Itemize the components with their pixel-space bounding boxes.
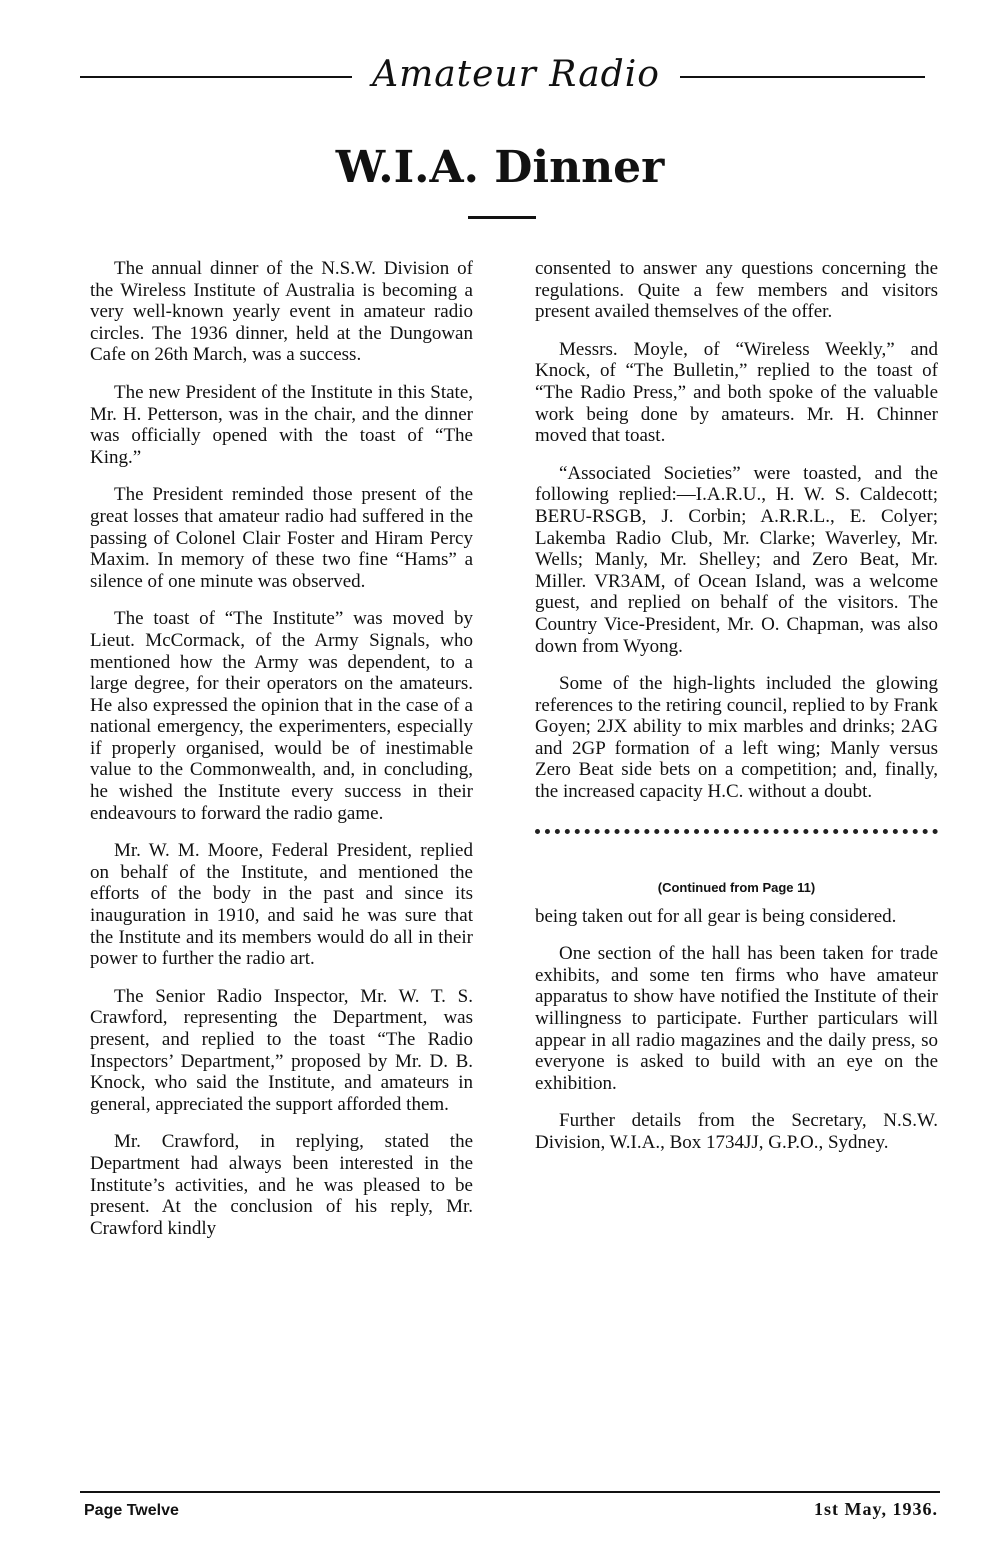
article-title: W.I.A. Dinner xyxy=(335,142,665,193)
masthead-rule-right xyxy=(680,76,925,78)
masthead-rule-left xyxy=(80,76,352,78)
paragraph: Some of the high-lights included the glowing references to the retiring council, replied to by Frank Goyen; 2JX ability to mix marbles and drinks; 2AG and 2GP formation of a left wing; Manly versus Zero Beat side bets on a competition; and, finally, the increased capacity H.C. without a doubt. xyxy=(535,673,938,803)
paragraph: “Associated Societies” were toasted, and the following replied:—I.A.R.U., H. W. S. Caldecott; BERU-RSGB, J. Corbin; A.R.R.L., E. Colyer; Lakemba Radio Club, Mr. Clarke; Waverley, Mr. Wells; Manly, Mr. Shelley; and Zero Beat, Mr. Miller. VR3AM, of Ocean Island, was a welcome guest, and replied on behalf of the visitors. The Country Vice-President, Mr. O. Chapman, was also down from Wyong. xyxy=(535,462,938,657)
left-column xyxy=(90,258,473,1255)
paragraph: The President reminded those present of the great losses that amateur radio had suffered in the passing of Colonel Clair Foster and Hiram Percy Maxim. In memory of these two fine “Hams” a silence of one minute was observed. xyxy=(90,484,473,592)
footer-rule xyxy=(80,1491,940,1493)
right-column xyxy=(535,258,938,1170)
paragraph: Mr. W. M. Moore, Federal President, replied on behalf of the Institute, and mentioned the efforts of the body in the past and since its inauguration in 1910, and said he was sure that the Institute and its members would do all in their power to further the radio art. xyxy=(90,840,473,970)
paragraph: Messrs. Moyle, of “Wireless Weekly,” and Knock, of “The Bulletin,” replied to the toast of “The Radio Press,” and both spoke of the valuable work being done by amateurs. Mr. H. Chinner moved that toast. xyxy=(535,338,938,447)
masthead-title: Amateur Radio xyxy=(372,54,660,95)
paragraph: The annual dinner of the N.S.W. Division of the Wireless Institute of Australia is becoming a very well-known yearly event in amateur radio circles. The 1936 dinner, held at the Dungowan Cafe on 26th March, was a success. xyxy=(90,258,473,366)
paragraph: Mr. Crawford, in replying, stated the Department had always been interested in the Institute’s activities, and he was pleased to be present. At the conclusion of his reply, Mr. Crawford kindly xyxy=(90,1131,473,1239)
issue-date: 1st May, 1936. xyxy=(814,1499,938,1519)
paragraph: consented to answer any questions concerning the regulations. Quite a few members and visitors present availed themselves of the offer. xyxy=(535,258,938,323)
continued-label: (Continued from Page 11) xyxy=(657,879,816,895)
title-divider xyxy=(468,216,536,219)
paragraph: One section of the hall has been taken for trade exhibits, and some ten firms who have amateur apparatus to show have notified the Institute of their willingness to participate. Further particulars will appear in all radio magazines and the daily press, so everyone is asked to build with an eye on the exhibition. xyxy=(535,943,938,1094)
dotted-divider xyxy=(535,829,938,834)
paragraph: Further details from the Secretary, N.S.W. Division, W.I.A., Box 1734JJ, G.P.O., Sydney. xyxy=(535,1110,938,1153)
paragraph: The Senior Radio Inspector, Mr. W. T. S. Crawford, representing the Department, was present, and replied to the toast “The Radio Inspectors’ Department,” proposed by Mr. D. B. Knock, who said the Institute, and amateurs in general, appreciated the support afforded them. xyxy=(90,985,473,1115)
paragraph: The toast of “The Institute” was moved by Lieut. McCormack, of the Army Signals, who mentioned how the Army was dependent, to a large degree, for their operators on the amateurs. He also expressed the opinion that in the case of a national emergency, the experimenters, especially if properly organised, would be of inestimable value to the Commonwealth, and, in concluding, he wished the Institute every success in their endeavours to forward the radio game. xyxy=(90,608,473,824)
paragraph: being taken out for all gear is being considered. xyxy=(535,905,897,927)
paragraph: The new President of the Institute in this State, Mr. H. Petterson, was in the chair, and the dinner was officially opened with the toast of “The King.” xyxy=(90,381,473,468)
page-number: Page Twelve xyxy=(84,1502,179,1519)
masthead xyxy=(80,52,925,98)
